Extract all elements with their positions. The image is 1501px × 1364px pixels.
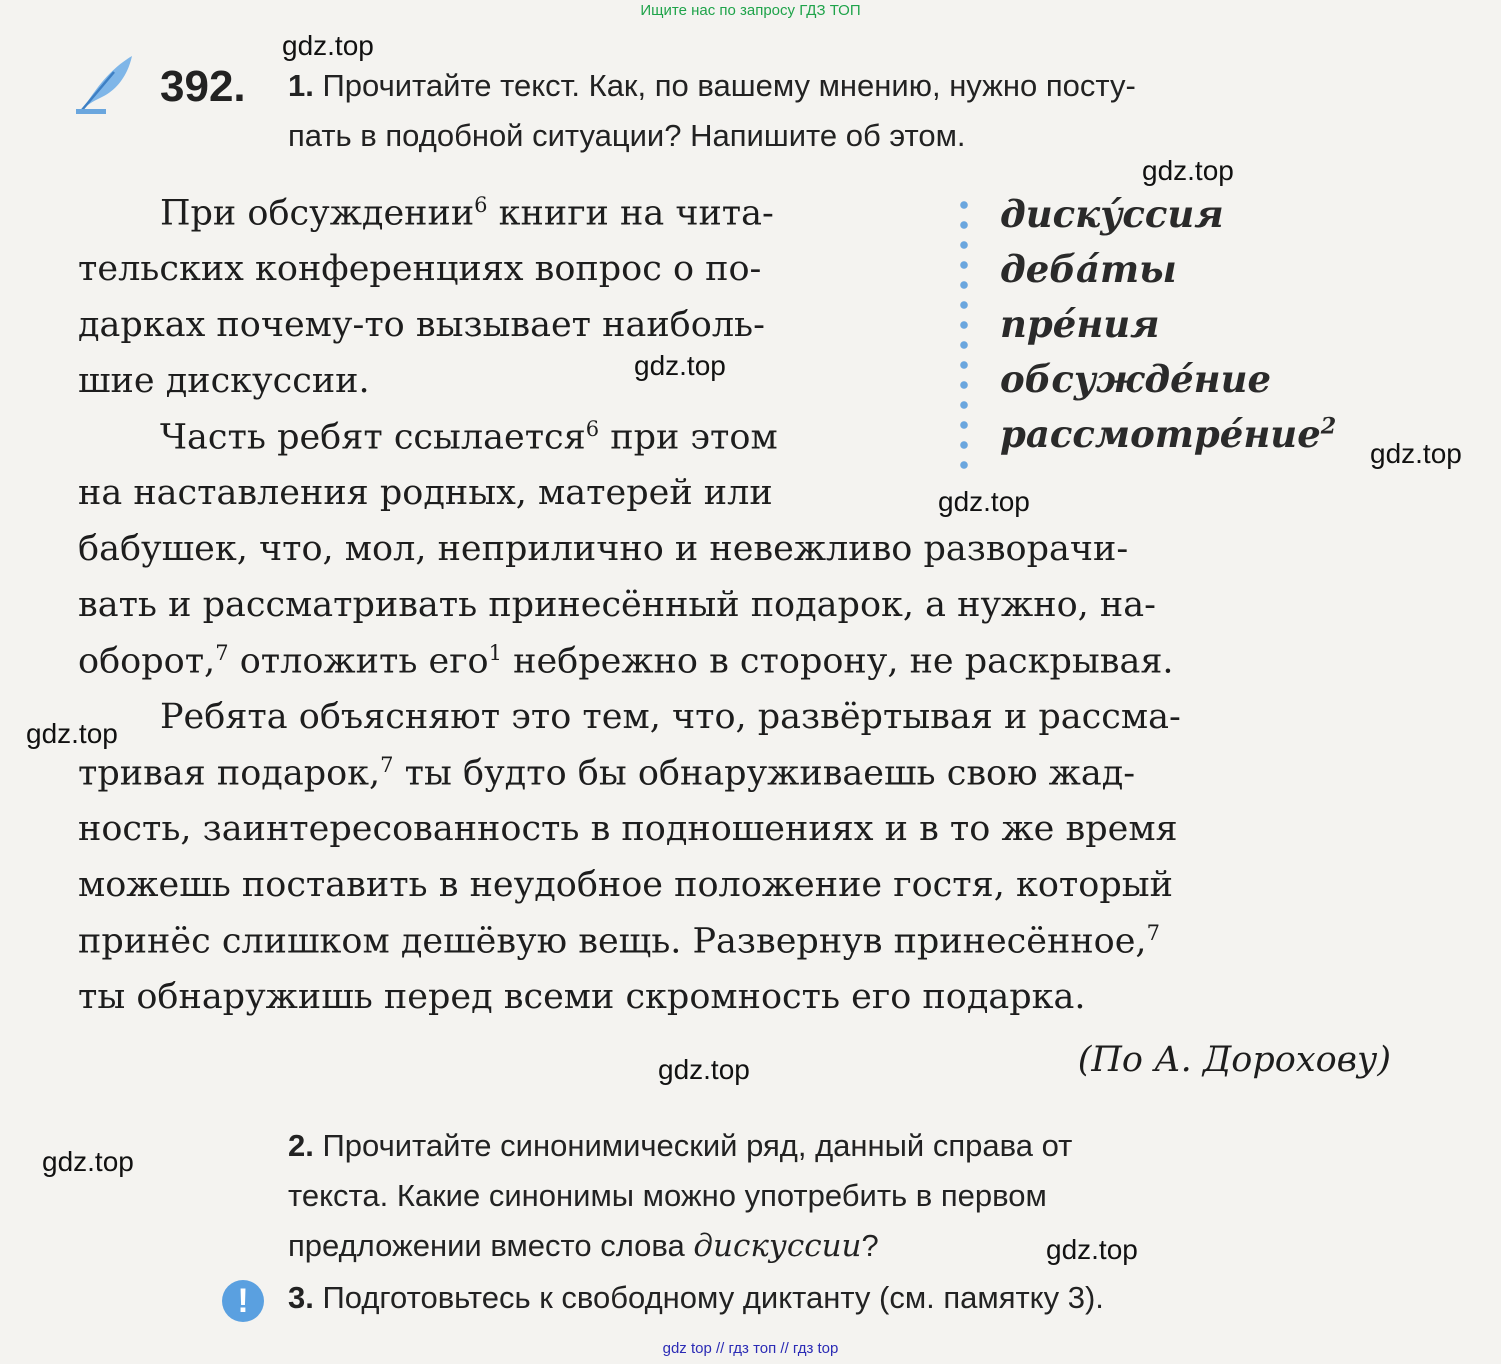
watermark: gdz.top — [1046, 1234, 1138, 1265]
text-line-15: ты обнаружишь перед всеми скромность его подарка. — [78, 977, 1086, 1017]
text-line-6: на наставления родных, матерей или — [78, 473, 773, 513]
bottom-banner: gdz top // гдз топ // гдз top — [662, 1340, 839, 1357]
synonym-2: деба́ты — [1000, 247, 1177, 291]
watermark: gdz.top — [282, 30, 374, 61]
author-credit: (По А. Дорохову) — [1077, 1040, 1391, 1080]
text-line-8: вать и рассматривать принесённый подарок, а нужно, на- — [78, 585, 1156, 625]
text-line-3: дарках почему-то вызывает наиболь- — [78, 305, 765, 345]
text-line-12: ность, заинтересованность в подношениях и в то же время — [78, 809, 1178, 849]
text-line-7: бабушек, что, мол, неприлично и невежливо разворачи- — [78, 529, 1129, 569]
text-line-2: тельских конференциях вопрос о по- — [78, 249, 762, 289]
task2-italic-word: дискуссии — [693, 1228, 862, 1264]
text-line-11: тривая подарок,$^7$ ты будто бы обнаруживаешь свою жад- — [78, 753, 1136, 794]
feather-icon — [74, 52, 138, 116]
top-banner: Ищите нас по запросу ГДЗ ТОП — [640, 2, 861, 19]
task2-line3: предложении вместо слова дискуссии? — [288, 1228, 879, 1264]
task2-line2: текста. Какие синонимы можно употребить в первом — [288, 1178, 1047, 1213]
watermark: gdz.top — [26, 718, 118, 749]
synonym-4: обсужде́ние — [1000, 357, 1272, 401]
text-line-14: принёс слишком дешёвую вещь. Развернув принесённое,$^7$ — [78, 921, 1160, 962]
watermark: gdz.top — [1142, 155, 1234, 186]
synonym-1: диску́ссия — [1000, 192, 1224, 236]
task2-line1: 2. Прочитайте синонимический ряд, данный справа от — [288, 1128, 1073, 1163]
task3-number: 3. — [288, 1280, 314, 1315]
task1-text-1: Прочитайте текст. Как, по вашему мнению, нужно посту- — [322, 68, 1136, 103]
task1-number: 1. — [288, 68, 314, 103]
synonym-5: рассмотре́ние$^2$ — [1000, 412, 1337, 456]
task3-line: 3. Подготовьтесь к свободному диктанту (см. памятку 3). — [288, 1280, 1104, 1315]
text-line-13: можешь поставить в неудобное положение гостя, который — [78, 865, 1173, 905]
text-line-10: Ребята объясняют это тем, что, развёртывая и рассма- — [160, 697, 1181, 737]
task2-number: 2. — [288, 1128, 314, 1163]
text-line-5: Часть ребят ссылается$^6$ при этом — [160, 417, 778, 458]
exercise-number: 392. — [160, 62, 246, 111]
task1-line1 — [288, 68, 1136, 104]
exclamation-icon: ! — [222, 1280, 264, 1322]
task1-line2: пать в подобной ситуации? Напишите об этом. — [288, 118, 966, 153]
watermark: gdz.top — [634, 350, 726, 381]
synonym-divider — [958, 195, 970, 470]
watermark: gdz.top — [938, 486, 1030, 517]
text-line-9: оборот,$^7$ отложить его$^1$ небрежно в сторону, не раскрывая. — [78, 641, 1174, 682]
text-line-4: шие дискуссии. — [78, 361, 370, 401]
watermark: gdz.top — [658, 1054, 750, 1085]
watermark: gdz.top — [42, 1146, 134, 1177]
text-line-1: При обсуждении$^6$ книги на чита- — [160, 193, 774, 234]
synonym-3: пре́ния — [1000, 302, 1160, 346]
watermark: gdz.top — [1370, 438, 1462, 469]
